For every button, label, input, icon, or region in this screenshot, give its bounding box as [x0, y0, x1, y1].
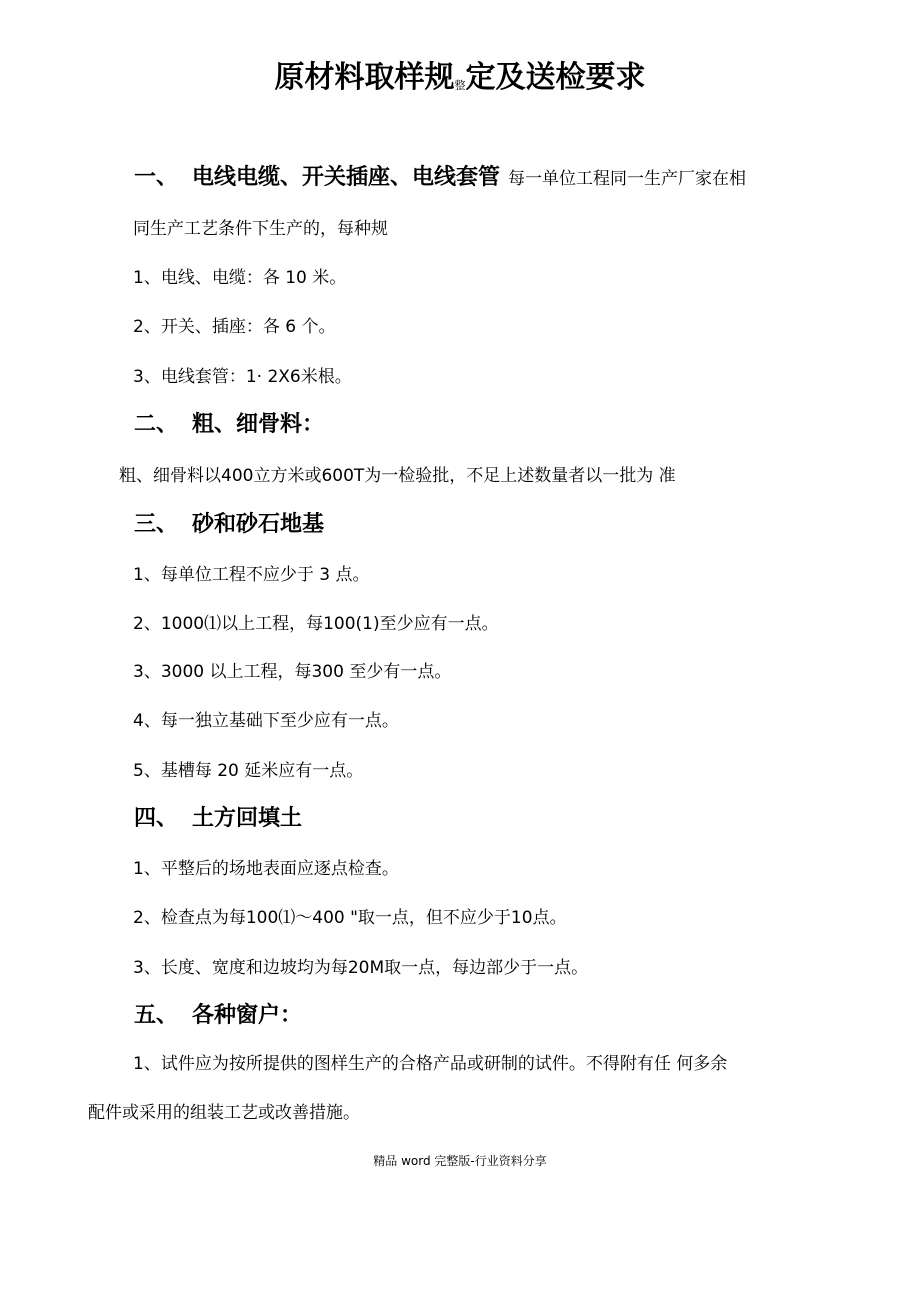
- section-5-title: 各种窗户：: [192, 1003, 303, 1028]
- title-small-char: 整: [454, 79, 466, 92]
- section-5-line-1: 1、试件应为按所提供的图样生产的合格产品或研制的试件。不得附有任 何多余: [133, 1054, 728, 1074]
- title-part-2: 定及送检要求: [465, 60, 646, 95]
- section-3-heading: [134, 510, 324, 540]
- section-1-line-4: 3、电线套管：1· 2X6米根。: [133, 367, 352, 387]
- title-part-1: 原材料取样规: [274, 60, 455, 95]
- section-4-heading: [134, 804, 302, 834]
- section-5-heading: [134, 1001, 302, 1031]
- section-3-line-1: 1、每单位工程不应少于 3 点。: [133, 565, 370, 585]
- section-2-heading: [134, 410, 324, 440]
- section-2-line-1: 粗、细骨料以400立方米或600T为一检验批，不足上述数量者以一批为 准: [119, 466, 676, 486]
- section-1-heading: [134, 163, 746, 194]
- section-3-title: 砂和砂石地基: [192, 512, 325, 537]
- section-3-number: 三、: [134, 512, 179, 537]
- section-3-line-5: 5、基槽每 20 延米应有一点。: [133, 761, 364, 781]
- page-title: [0, 58, 920, 106]
- section-1-inline-text: 每一单位工程同一生产厂家在相: [508, 169, 747, 189]
- section-1-line-1: 同生产工艺条件下生产的，每种规: [133, 219, 388, 239]
- section-5-line-2: 配件或采用的组装工艺或改善措施。: [88, 1103, 360, 1123]
- section-4-number: 四、: [134, 806, 179, 831]
- section-5-number: 五、: [134, 1003, 179, 1028]
- section-4-line-3: 3、长度、宽度和边坡均为每20M取一点，每边部少于一点。: [133, 958, 589, 978]
- section-3-line-3: 3、3000 以上工程，每300 至少有一点。: [133, 662, 452, 682]
- section-2-number: 二、: [134, 412, 179, 437]
- section-4-line-1: 1、平整后的场地表面应逐点检查。: [133, 859, 399, 879]
- section-3-line-4: 4、每一独立基础下至少应有一点。: [133, 711, 399, 731]
- section-4-title: 土方回填土: [192, 806, 303, 831]
- section-1-line-2: 1、电线、电缆：各 10 米。: [133, 268, 347, 288]
- page-footer: 精品 word 完整版-行业资料分享: [373, 1154, 547, 1168]
- section-1-title: 电线电缆、开关插座、电线套管: [192, 165, 501, 190]
- section-4-line-2: 2、检查点为每100⑴〜400 "取一点，但不应少于10点。: [133, 908, 567, 928]
- section-2-title: 粗、细骨料：: [192, 412, 325, 437]
- section-3-line-2: 2、1000⑴以上工程，每100(1)至少应有一点。: [133, 614, 499, 634]
- section-1-number: 一、: [134, 165, 179, 190]
- section-1-line-3: 2、开关、插座：各 6 个。: [133, 317, 336, 337]
